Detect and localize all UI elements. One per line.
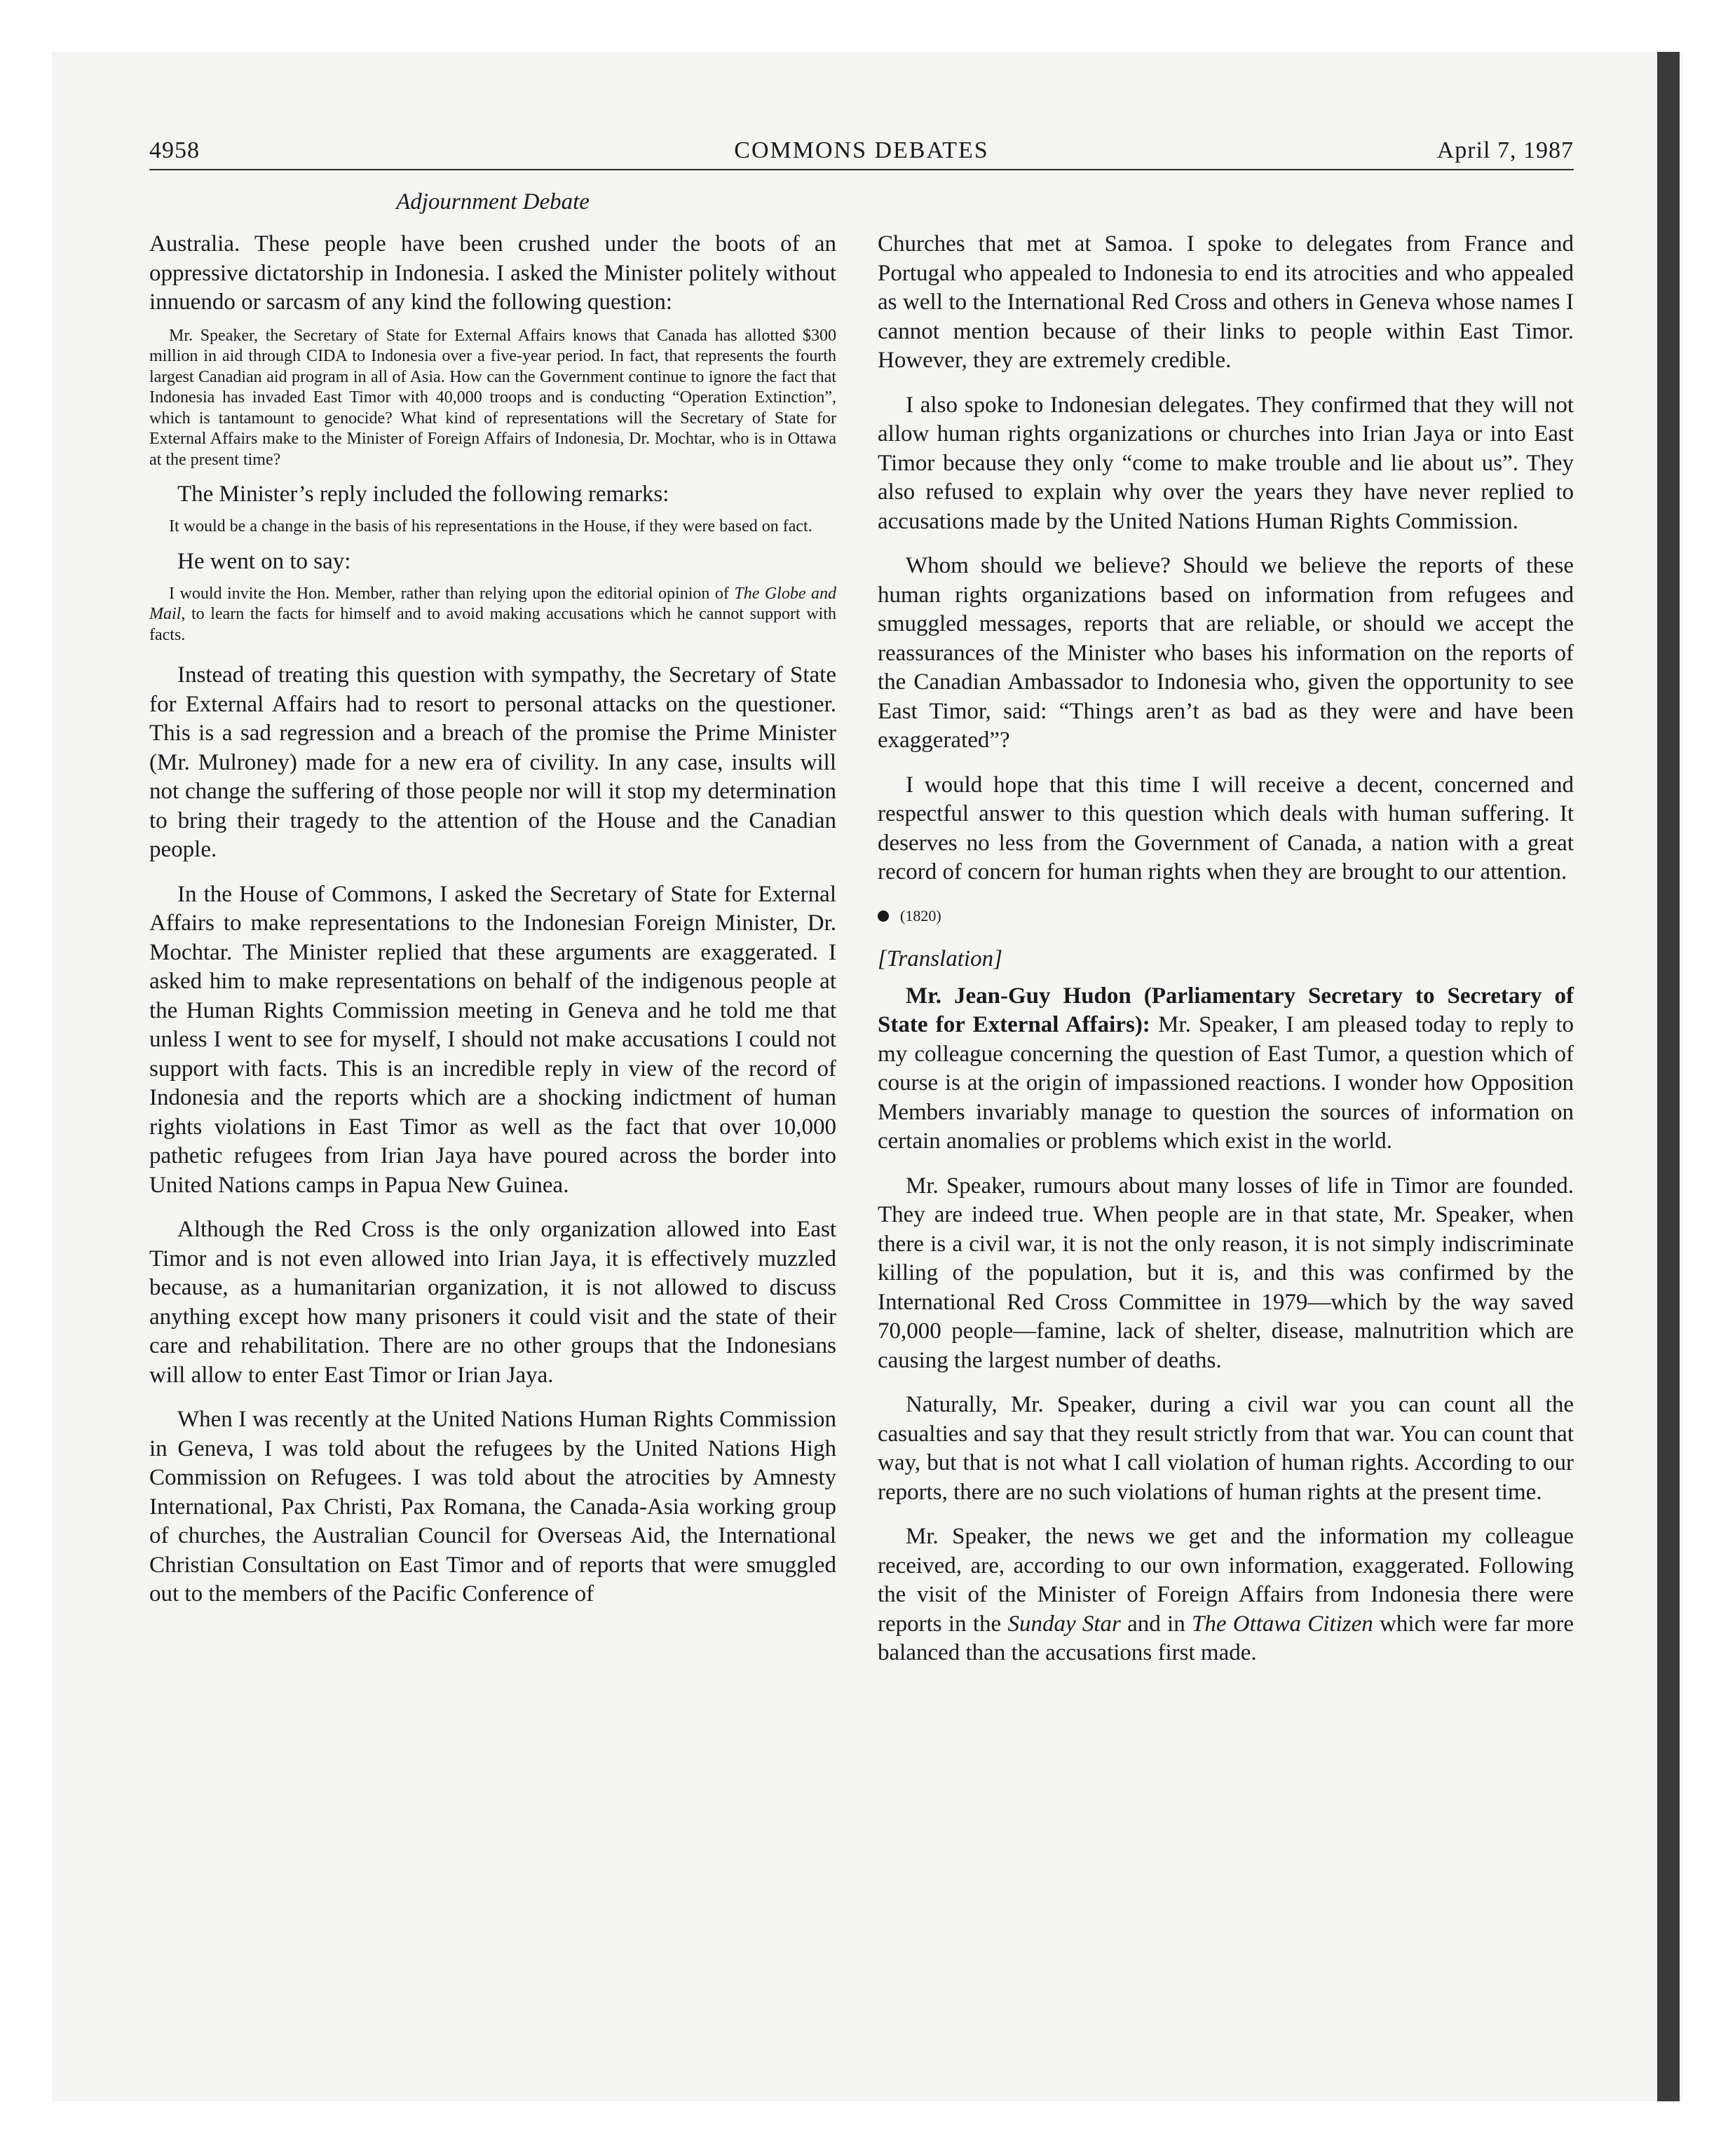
paragraph: I would hope that this time I will receive a decent, concerned and respectful answer to this question which deals with human suffering. It deserves no less from the Government of Canada, a nation with a great record of concern for human rights when they are brought to our attention. xyxy=(878,772,1574,885)
paragraph: In the House of Commons, I asked the Secretary of State for External Affairs to make representations to the Indonesian Foreign Minister, Dr. Mochtar. The Minister replied that these arguments are exaggerated. I asked him to make representations on behalf of the indigenous people at the Human Rights Commission meeting in Geneva and he told me that unless I went to see for myself, I should not make accusations I could not support with facts. This is an incredible reply in view of the record of Indonesia and the reports which are a shocking indictment of human rights violations in East Timor as well as the fact that over 10,000 pathetic refugees from Irian Jaya have poured across the border into United Nations camps in Papua New Guinea. xyxy=(149,881,836,1198)
quote-lead-in: The Minister’s reply included the following remarks: xyxy=(177,482,669,507)
quoted-reply: I would invite the Hon. Member, rather than relying upon the editorial opinion of The Globe and Mail, to learn the facts for himself and to avoid making accusations which he cannot support with facts. xyxy=(149,584,836,644)
right-column xyxy=(878,230,1574,1668)
translation-label: [Translation] xyxy=(878,946,1002,971)
quote-lead-in: He went on to say: xyxy=(177,548,351,574)
paragraph: Mr. Speaker, the news we get and the information my colleague received, are, according to our own information, exaggerated. Following the visit of the Minister of Foreign Affairs from Indonesia there were reports in the Sunday Star and in The Ottawa Citizen which were far more balanced than the accusations first made. xyxy=(878,1524,1574,1665)
paragraph: I also spoke to Indonesian delegates. They confirmed that they will not allow human rights organizations or churches into Irian Jaya or into East Timor because they only “come to make trouble and lie about us”. They also refused to explain why over the years they have never replied to accusations made by the United Nations Human Rights Commission. xyxy=(878,392,1574,534)
speaker-paragraph: Mr. Jean-Guy Hudon (Parliamentary Secretary to Secretary of State for External Affairs): Mr. Speaker, I am pleased today to reply to my colleague concerning the question of East Tumor, a question which of course is at the origin of impassioned reactions. I wonder how Opposition Members invariably manage to question the sources of information on certain anomalies or problems which exist in the world. xyxy=(878,983,1574,1154)
scan-edge-bar xyxy=(1657,52,1680,2101)
paragraph: Whom should we believe? Should we believe the reports of these human rights organizations based on information from refugees and smuggled messages, reports that are reliable, or should we accept the reassurances of the Minister who bases his information on the reports of the Canadian Ambassador to Indonesia who, given the opportunity to see East Timor, said: “Things aren’t as bad as they were and have been exaggerated”? xyxy=(878,553,1574,753)
time-marker xyxy=(878,907,1574,925)
paragraph: Instead of treating this question with sympathy, the Secretary of State for External Affairs had to resort to personal attacks on the questioner. This is a sad regression and a breach of the promise the Prime Minister (Mr. Mulroney) made for a new era of civility. In any case, insults will not change the suffering of those people nor will it stop my determination to bring their tragedy to the attention of the House and the Canadian people. xyxy=(149,662,836,862)
paragraph: When I was recently at the United Nations Human Rights Commission in Geneva, I was told about the refugees by the United Nations High Commission on Refugees. I was told about the atrocities by Amnesty International, Pax Christi, Pax Romana, the Canada-Asia working group of churches, the Australian Council for Overseas Aid, the International Christian Consultation on East Timor and of reports that were smuggled out to the members of the Pacific Conference of xyxy=(149,1407,836,1606)
left-column xyxy=(149,230,836,1609)
newspaper-title: The Ottawa Citizen xyxy=(1192,1611,1373,1637)
time-marker-label: (1820) xyxy=(900,906,941,925)
running-title: Adjournment Debate xyxy=(396,189,590,214)
header-rule xyxy=(149,169,1574,170)
quoted-question: Mr. Speaker, the Secretary of State for External Affairs knows that Canada has allotted $300 million in aid through CIDA to Indonesia over a five-year period. In fact, that represents the fourth largest Canadian aid program in all of Asia. How can the Government continue to ignore the fact that Indonesia has invaded East Timor with 40,000 troops and is conducting “Operation Extinction”, which is tantamount to genocide? What kind of representations will the Secretary of State for External Affairs make to the Minister of Foreign Affairs of Indonesia, Dr. Mochtar, who is in Ottawa at the present time? xyxy=(149,326,836,469)
newspaper-title: Sunday Star xyxy=(1007,1611,1121,1637)
speaker-name: Mr. Jean-Guy Hudon (Parliamentary Secretary to Secretary of State for External Affairs): xyxy=(878,983,1574,1037)
publication-title: COMMONS DEBATES xyxy=(734,137,989,163)
paragraph: Mr. Speaker, rumours about many losses of life in Timor are founded. They are indeed true. When people are in that state, Mr. Speaker, when there is a civil war, it is not the only reason, it is not simply indiscriminate killing of the population, but it is, and this was confirmed by the International Red Cross Committee in 1979—which by the way saved 70,000 people—famine, lack of shelter, disease, malnutrition which are causing the largest number of deaths. xyxy=(878,1173,1574,1373)
bullet-icon xyxy=(878,910,889,922)
paragraph: Naturally, Mr. Speaker, during a civil war you can count all the casualties and say that they result strictly from that war. You can count that way, but that is not what I call violation of human rights. According to our reports, there are no such violations of human rights at the present time. xyxy=(878,1392,1574,1505)
page-header xyxy=(149,137,1574,170)
paragraph: Churches that met at Samoa. I spoke to delegates from France and Portugal who appealed to Indonesia to end its atrocities and who appealed as well to the International Red Cross and others in Geneva whose names I cannot mention because of their links to people within East Timor. However, they are extremely credible. xyxy=(878,231,1574,373)
paragraph: Australia. These people have been crushed under the boots of an oppressive dictatorship in Indonesia. I asked the Minister politely without innuendo or sarcasm of any kind the following question: xyxy=(149,231,836,315)
newspaper-title: The Globe and Mail xyxy=(149,584,836,623)
quoted-reply: It would be a change in the basis of his representations in the House, if they were based on fact. xyxy=(169,517,812,535)
issue-date: April 7, 1987 xyxy=(1436,137,1574,163)
page-number: 4958 xyxy=(149,137,200,163)
paragraph: Although the Red Cross is the only organization allowed into East Timor and is not even allowed into Irian Jaya, it is effectively muzzled because, as a humanitarian organization, it is not allowed to discuss anything except how many prisoners it could visit and the state of their care and rehabilitation. There are no other groups that the Indonesians will allow to enter East Timor or Irian Jaya. xyxy=(149,1217,836,1388)
